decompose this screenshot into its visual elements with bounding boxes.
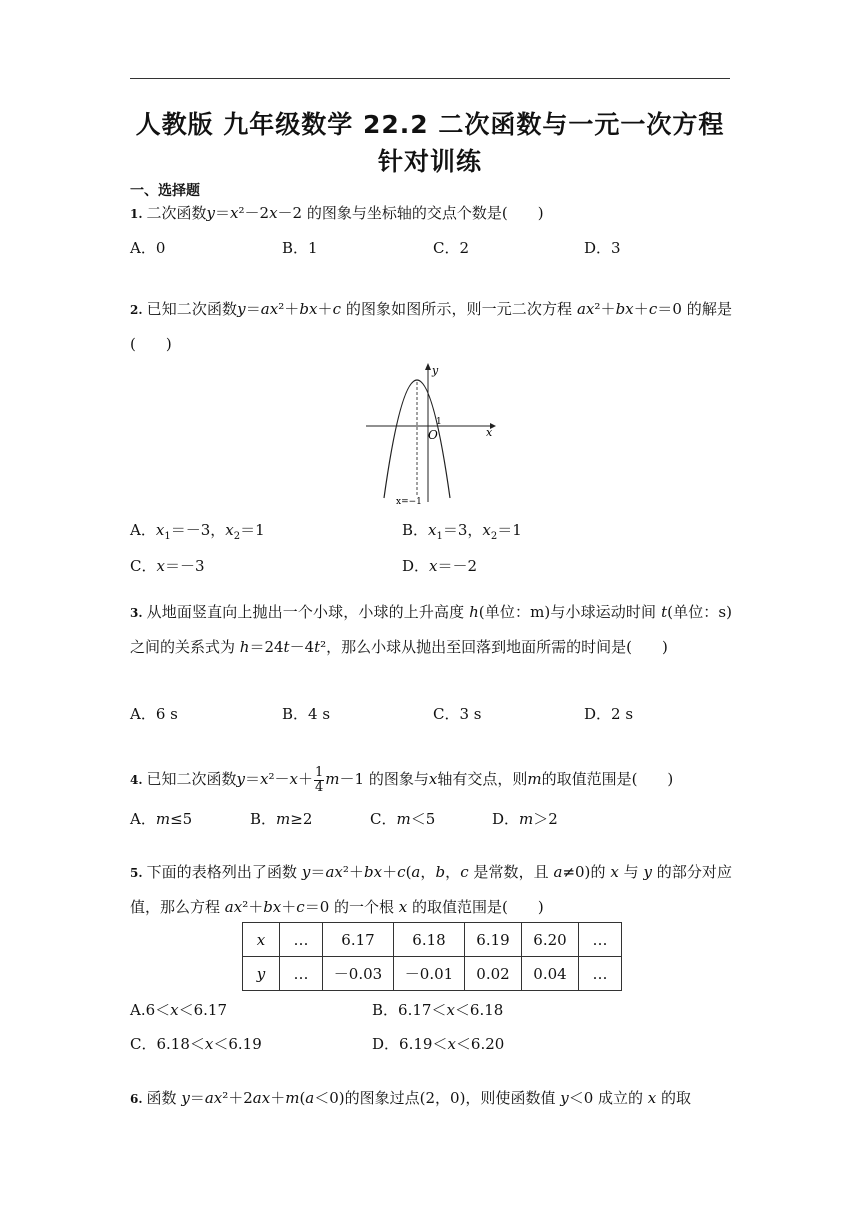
option-c[interactable]: C．m＜5 bbox=[370, 810, 436, 828]
y-axis-label: y bbox=[432, 364, 439, 377]
option-d[interactable]: D．x＝－2 bbox=[402, 557, 478, 575]
option-b[interactable]: B．m≥2 bbox=[250, 810, 313, 828]
parabola-figure bbox=[360, 360, 500, 508]
table-row bbox=[243, 923, 622, 957]
question-number: 6. bbox=[130, 1092, 143, 1106]
question-4-options bbox=[130, 808, 730, 832]
option-d[interactable]: D．2 s bbox=[584, 705, 634, 723]
tick-label-one: 1 bbox=[436, 417, 442, 427]
option-a[interactable]: A．$x_1=-3$，$x_2=1$ bbox=[130, 521, 265, 542]
table-cell: 6.19 bbox=[465, 923, 522, 957]
option-d[interactable]: D．m＞2 bbox=[492, 810, 558, 828]
question-5: 5. 下面的表格列出了函数 y＝ax²＋bx＋c(a，b，c 是常数，且 a≠0)的 x 与 y 的部分对应值，那么方程 ax²＋bx＋c＝0 的一个根 x 的取值范围是( ) bbox=[130, 863, 732, 916]
question-number: 4. bbox=[130, 773, 143, 787]
option-c[interactable]: C．2 bbox=[433, 239, 470, 257]
option-c[interactable]: C．6.18＜x＜6.19 bbox=[130, 1035, 262, 1053]
section-heading: 一、选择题 bbox=[130, 183, 200, 199]
option-c[interactable]: C．x＝－3 bbox=[130, 557, 205, 575]
table-cell: y bbox=[243, 957, 280, 991]
question-5-options-row1 bbox=[130, 999, 730, 1023]
question-4: 4. 已知二次函数y＝x²－x＋ $\frac{1}{4}$ m－1 的图象与x轴有交点，则m的取值范围是( ) bbox=[130, 764, 674, 795]
option-a[interactable]: A．m≤5 bbox=[130, 810, 193, 828]
fraction-one-quarter: $\frac{1}{4}$ bbox=[315, 764, 324, 795]
question-2-options-row2 bbox=[130, 555, 730, 579]
option-b[interactable]: B．$x_1=3$，$x_2=1$ bbox=[402, 521, 522, 542]
symmetry-axis-label: x=−1 bbox=[396, 497, 422, 507]
question-6: 6. 函数 y＝ax²＋2ax＋m(a＜0)的图象过点(2，0)，则使函数值 y＜0 成立的 x 的取 bbox=[130, 1089, 692, 1107]
option-a[interactable]: A.6＜x＜6.17 bbox=[130, 1001, 228, 1019]
table-cell: … bbox=[280, 957, 323, 991]
table-cell: … bbox=[579, 923, 622, 957]
question-number: 1. bbox=[130, 207, 143, 221]
table-cell: x bbox=[243, 923, 280, 957]
header-rule bbox=[130, 78, 730, 79]
question-5-options-row2 bbox=[130, 1033, 730, 1057]
table-cell: 0.04 bbox=[522, 957, 579, 991]
table-cell: 0.02 bbox=[465, 957, 522, 991]
question-1: 1. 二次函数y＝x²－2x－2 的图象与坐标轴的交点个数是( ) bbox=[130, 204, 544, 222]
option-a[interactable]: A．0 bbox=[130, 239, 166, 257]
y-axis-arrow bbox=[425, 363, 431, 370]
table-cell: －0.03 bbox=[323, 957, 394, 991]
table-cell: … bbox=[280, 923, 323, 957]
question-3-options bbox=[130, 703, 730, 727]
option-b[interactable]: B．4 s bbox=[282, 705, 331, 723]
value-table bbox=[242, 922, 622, 991]
table-row bbox=[243, 957, 622, 991]
origin-label: O bbox=[428, 428, 438, 442]
question-number: 5. bbox=[130, 866, 143, 880]
option-a[interactable]: A．6 s bbox=[130, 705, 178, 723]
x-axis-label: x bbox=[486, 426, 493, 439]
option-d[interactable]: D．3 bbox=[584, 239, 621, 257]
table-cell: －0.01 bbox=[394, 957, 465, 991]
option-d[interactable]: D．6.19＜x＜6.20 bbox=[372, 1035, 505, 1053]
option-c[interactable]: C．3 s bbox=[433, 705, 482, 723]
table-cell: 6.17 bbox=[323, 923, 394, 957]
option-b[interactable]: B．1 bbox=[282, 239, 318, 257]
table-cell: 6.20 bbox=[522, 923, 579, 957]
question-2-options-row1 bbox=[130, 519, 730, 543]
option-b[interactable]: B．6.17＜x＜6.18 bbox=[372, 1001, 504, 1019]
question-1-options bbox=[130, 237, 730, 261]
question-number: 3. bbox=[130, 606, 143, 620]
question-3: 3. 从地面竖直向上抛出一个小球，小球的上升高度 h(单位：m)与小球运动时间 t(单位：s)之间的关系式为 h＝24t－4t²，那么小球从抛出至回落到地面所需的时间是( ) bbox=[130, 603, 732, 656]
page-title: 人教版 九年级数学 22.2 二次函数与一元一次方程 针对训练 bbox=[135, 110, 725, 176]
table-cell: 6.18 bbox=[394, 923, 465, 957]
question-2: 2. 已知二次函数y＝ax²＋bx＋c 的图象如图所示，则一元二次方程 ax²＋bx＋c＝0 的解是( ) bbox=[130, 300, 732, 353]
question-number: 2. bbox=[130, 303, 143, 317]
table-cell: … bbox=[579, 957, 622, 991]
